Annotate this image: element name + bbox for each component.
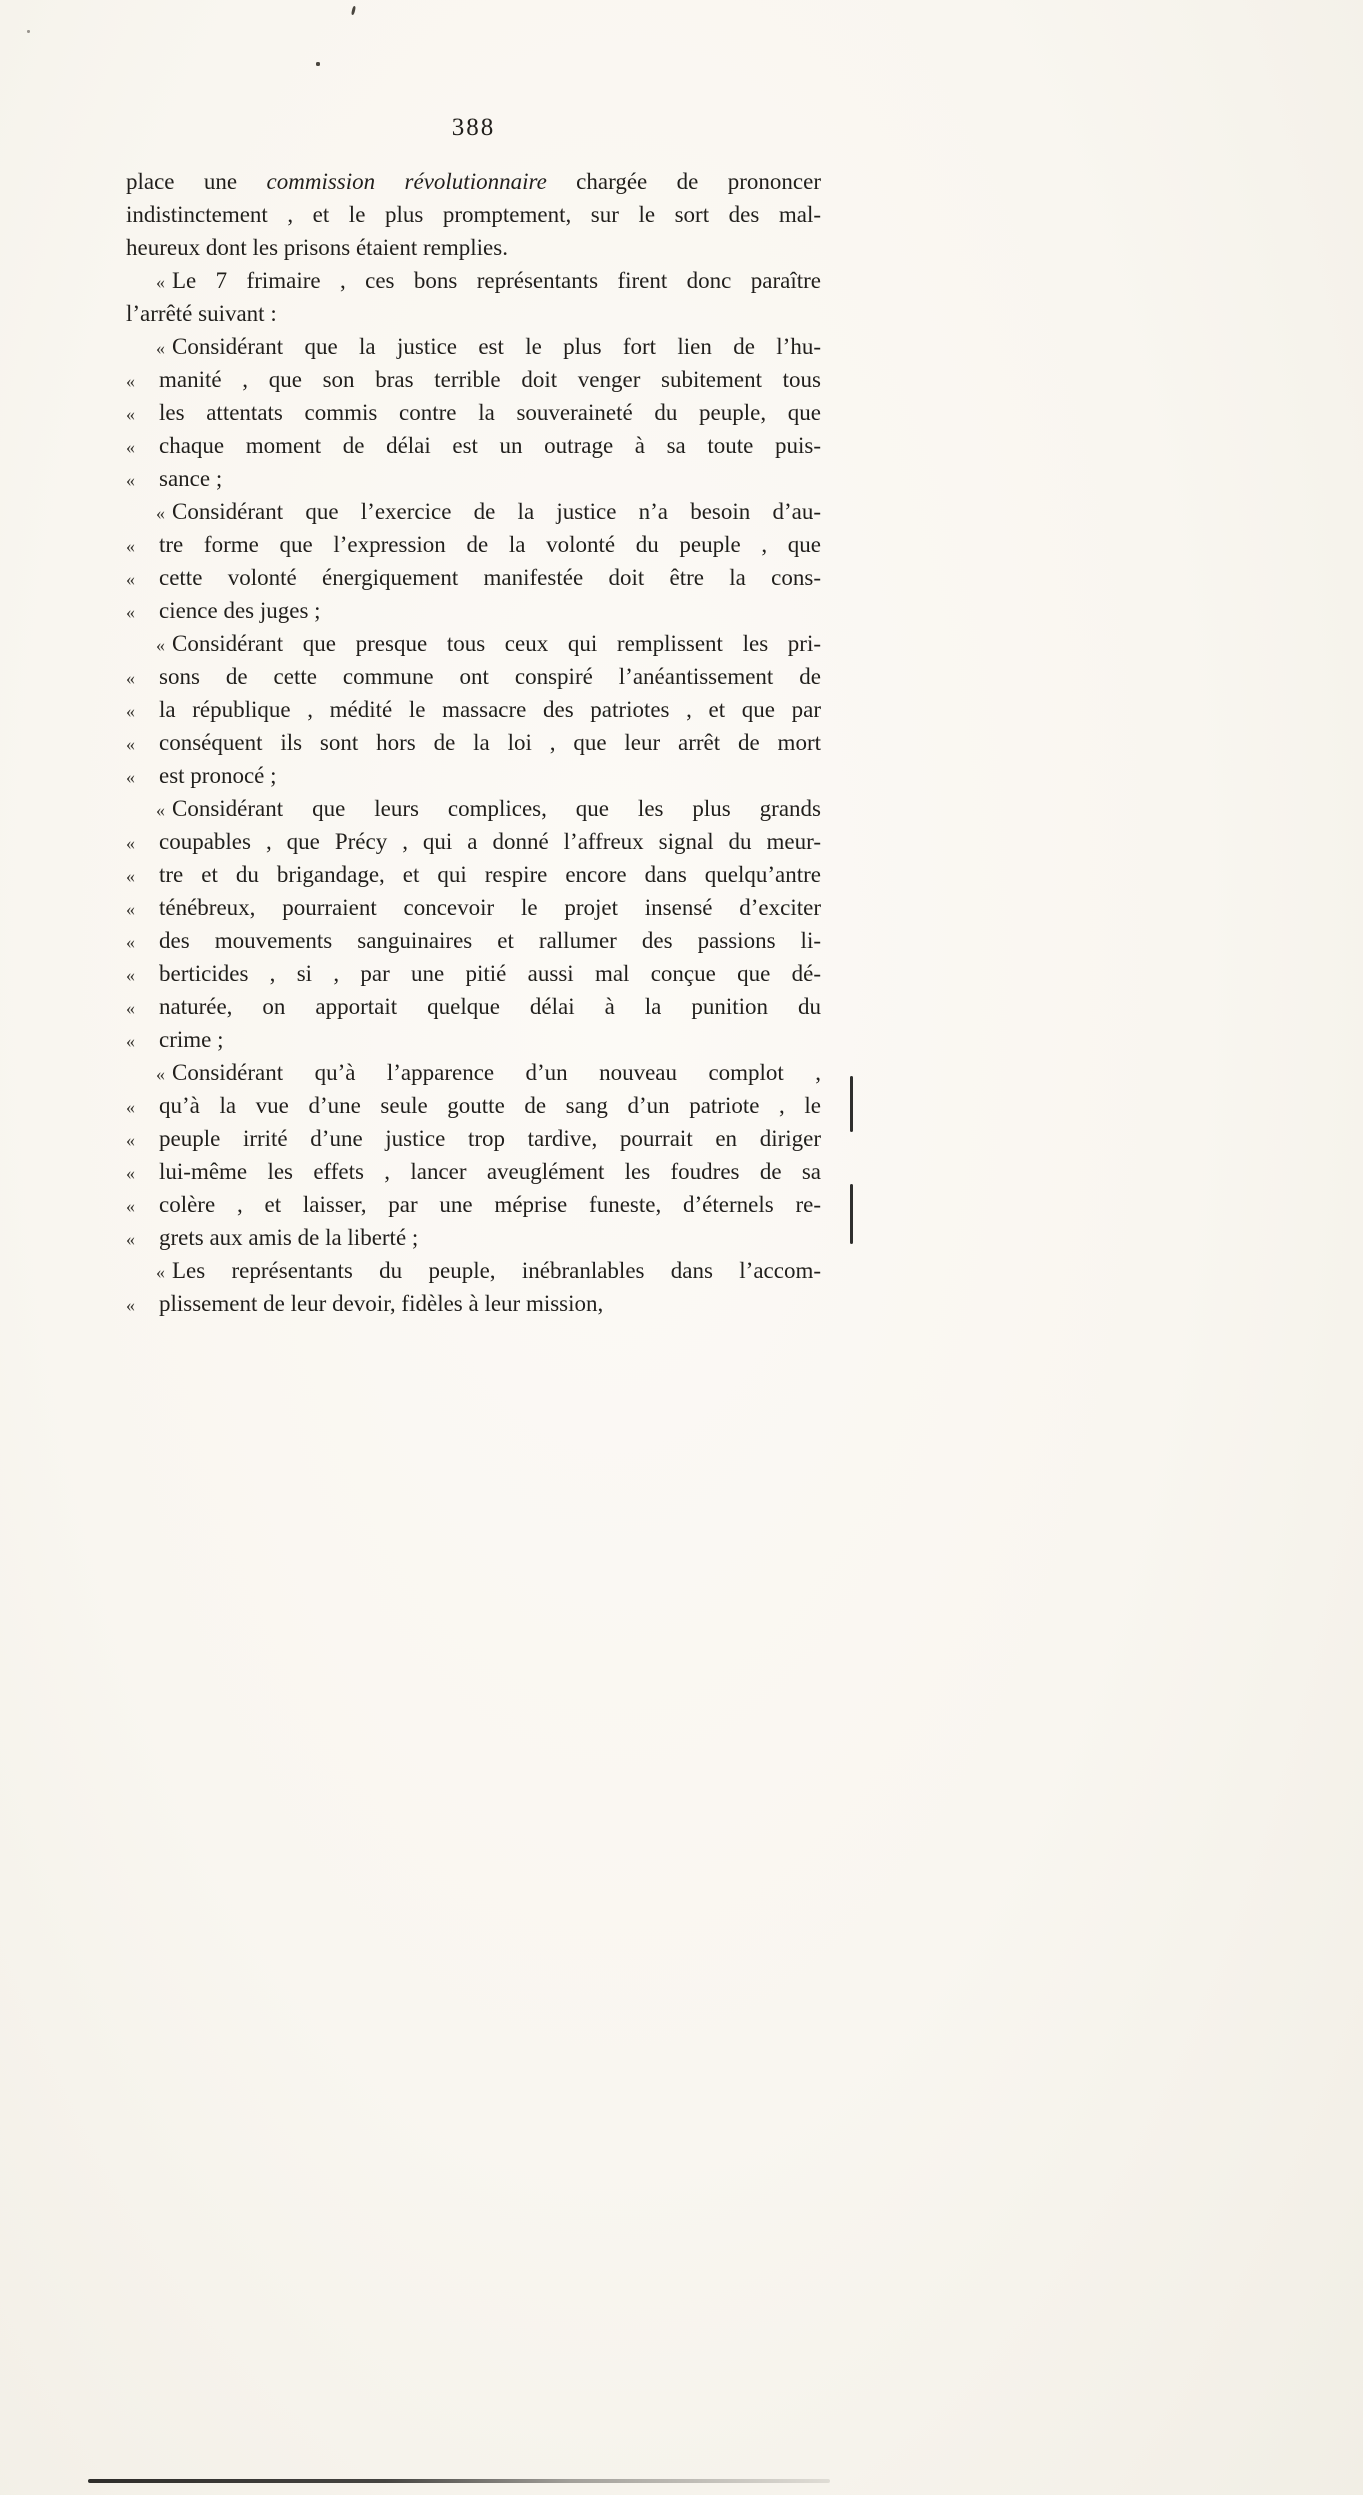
text-line <box>126 561 821 594</box>
text-line <box>126 1221 821 1254</box>
line-text: commission révolutionnaire <box>266 169 547 194</box>
line-text: sance ; <box>159 466 223 491</box>
text-line <box>126 231 821 264</box>
text-line <box>126 1254 821 1287</box>
text-line <box>126 825 821 858</box>
line-text: Considérant que la justice est le plus fort lien de l’hu- <box>172 334 821 359</box>
line-text: les attentats commis contre la souveraineté du peuple, que <box>159 400 821 425</box>
text-line <box>126 1188 821 1221</box>
margin-mark <box>850 1184 853 1244</box>
quote-mark: « <box>126 833 135 853</box>
line-text: qu’à la vue d’une seule goutte de sang d’un patriote , le <box>159 1093 821 1118</box>
line-text: cette volonté énergiquement manifestée doit être la cons- <box>159 565 821 590</box>
line-text: colère , et laisser, par une méprise funeste, d’éternels re- <box>159 1192 821 1217</box>
quote-mark: « <box>126 1163 135 1183</box>
scan-artifact <box>88 2479 830 2483</box>
text-line <box>126 957 821 990</box>
quote-mark: « <box>126 371 135 391</box>
line-text: heureux dont les prisons étaient remplies. <box>126 235 508 260</box>
text-line <box>126 462 821 495</box>
line-text: grets aux amis de la liberté ; <box>159 1225 419 1250</box>
text-line <box>126 594 821 627</box>
line-text: tre et du brigandage, et qui respire encore dans quelqu’antre <box>159 862 821 887</box>
quote-mark: « <box>156 800 165 820</box>
quote-mark: « <box>156 1064 165 1084</box>
quote-mark: « <box>156 635 165 655</box>
text-line <box>126 528 821 561</box>
line-text: la république , médité le massacre des patriotes , et que par <box>159 697 821 722</box>
text-line <box>126 396 821 429</box>
line-text: Considérant que leurs complices, que les plus grands <box>172 796 821 821</box>
text-line <box>126 297 821 330</box>
text-line <box>126 693 821 726</box>
line-text: est pronocé ; <box>159 763 277 788</box>
line-text: sons de cette commune ont conspiré l’anéantissement de <box>159 664 821 689</box>
quote-mark: « <box>126 899 135 919</box>
text-block <box>126 165 821 1320</box>
page-number: 388 <box>451 114 496 141</box>
text-line <box>126 1089 821 1122</box>
line-text: chaque moment de délai est un outrage à sa toute puis- <box>159 433 821 458</box>
line-text: cience des juges ; <box>159 598 321 623</box>
margin-mark <box>850 1076 853 1132</box>
text-line <box>126 264 821 297</box>
quote-mark: « <box>126 569 135 589</box>
text-line <box>126 990 821 1023</box>
line-text: Les représentants du peuple, inébranlables dans l’accom- <box>172 1258 821 1283</box>
text-line <box>126 429 821 462</box>
line-text: naturée, on apportait quelque délai à la punition du <box>159 994 821 1019</box>
quote-mark: « <box>126 998 135 1018</box>
text-line <box>126 792 821 825</box>
text-line <box>126 330 821 363</box>
line-text: lui-même les effets , lancer aveuglément les foudres de sa <box>159 1159 821 1184</box>
line-text: place une <box>126 169 267 194</box>
quote-mark: « <box>156 503 165 523</box>
line-text: l’arrêté suivant : <box>126 301 277 326</box>
line-text: plissement de leur devoir, fidèles à leur mission, <box>159 1291 604 1316</box>
quote-mark: « <box>126 965 135 985</box>
quote-mark: « <box>126 404 135 424</box>
text-line <box>126 1023 821 1056</box>
line-text: manité , que son bras terrible doit venger subitement tous <box>159 367 821 392</box>
text-line <box>126 1122 821 1155</box>
quote-mark: « <box>156 272 165 292</box>
line-text: conséquent ils sont hors de la loi , que leur arrêt de mort <box>159 730 821 755</box>
line-text: crime ; <box>159 1027 224 1052</box>
line-text: des mouvements sanguinaires et rallumer des passions li- <box>159 928 821 953</box>
quote-mark: « <box>126 767 135 787</box>
line-text: chargée de prononcer <box>546 169 821 194</box>
quote-mark: « <box>126 1031 135 1051</box>
text-line <box>126 165 821 198</box>
line-text: Considérant qu’à l’apparence d’un nouveau complot , <box>172 1060 821 1085</box>
scan-speck <box>316 62 320 66</box>
scan-speck <box>27 30 30 33</box>
quote-mark: « <box>156 1262 165 1282</box>
text-line <box>126 495 821 528</box>
quote-mark: « <box>126 734 135 754</box>
quote-mark: « <box>126 701 135 721</box>
text-line <box>126 1155 821 1188</box>
quote-mark: « <box>126 932 135 952</box>
line-text: Considérant que l’exercice de la justice n’a besoin d’au- <box>172 499 821 524</box>
quote-mark: « <box>126 437 135 457</box>
text-line <box>126 726 821 759</box>
text-line <box>126 759 821 792</box>
quote-mark: « <box>126 1295 135 1315</box>
line-text: coupables , que Précy , qui a donné l’affreux signal du meur- <box>159 829 821 854</box>
line-text: ténébreux, pourraient concevoir le projet insensé d’exciter <box>159 895 821 920</box>
text-line <box>126 858 821 891</box>
text-line <box>126 627 821 660</box>
quote-mark: « <box>126 866 135 886</box>
text-line <box>126 924 821 957</box>
text-line <box>126 660 821 693</box>
scan-speck <box>351 6 356 15</box>
quote-mark: « <box>126 1130 135 1150</box>
quote-mark: « <box>126 668 135 688</box>
line-text: indistinctement , et le plus promptement, sur le sort des mal- <box>126 202 821 227</box>
quote-mark: « <box>126 1097 135 1117</box>
quote-mark: « <box>126 470 135 490</box>
quote-mark: « <box>126 1196 135 1216</box>
line-text: Le 7 frimaire , ces bons représentants firent donc paraître <box>172 268 821 293</box>
text-line <box>126 1287 821 1320</box>
line-text: berticides , si , par une pitié aussi mal conçue que dé- <box>159 961 821 986</box>
text-line <box>126 198 821 231</box>
quote-mark: « <box>156 338 165 358</box>
quote-mark: « <box>126 602 135 622</box>
line-text: tre forme que l’expression de la volonté du peuple , que <box>159 532 821 557</box>
line-text: peuple irrité d’une justice trop tardive, pourrait en diriger <box>159 1126 821 1151</box>
text-line <box>126 1056 821 1089</box>
quote-mark: « <box>126 1229 135 1249</box>
quote-mark: « <box>126 536 135 556</box>
text-line <box>126 363 821 396</box>
text-line <box>126 891 821 924</box>
line-text: Considérant que presque tous ceux qui remplissent les pri- <box>172 631 821 656</box>
